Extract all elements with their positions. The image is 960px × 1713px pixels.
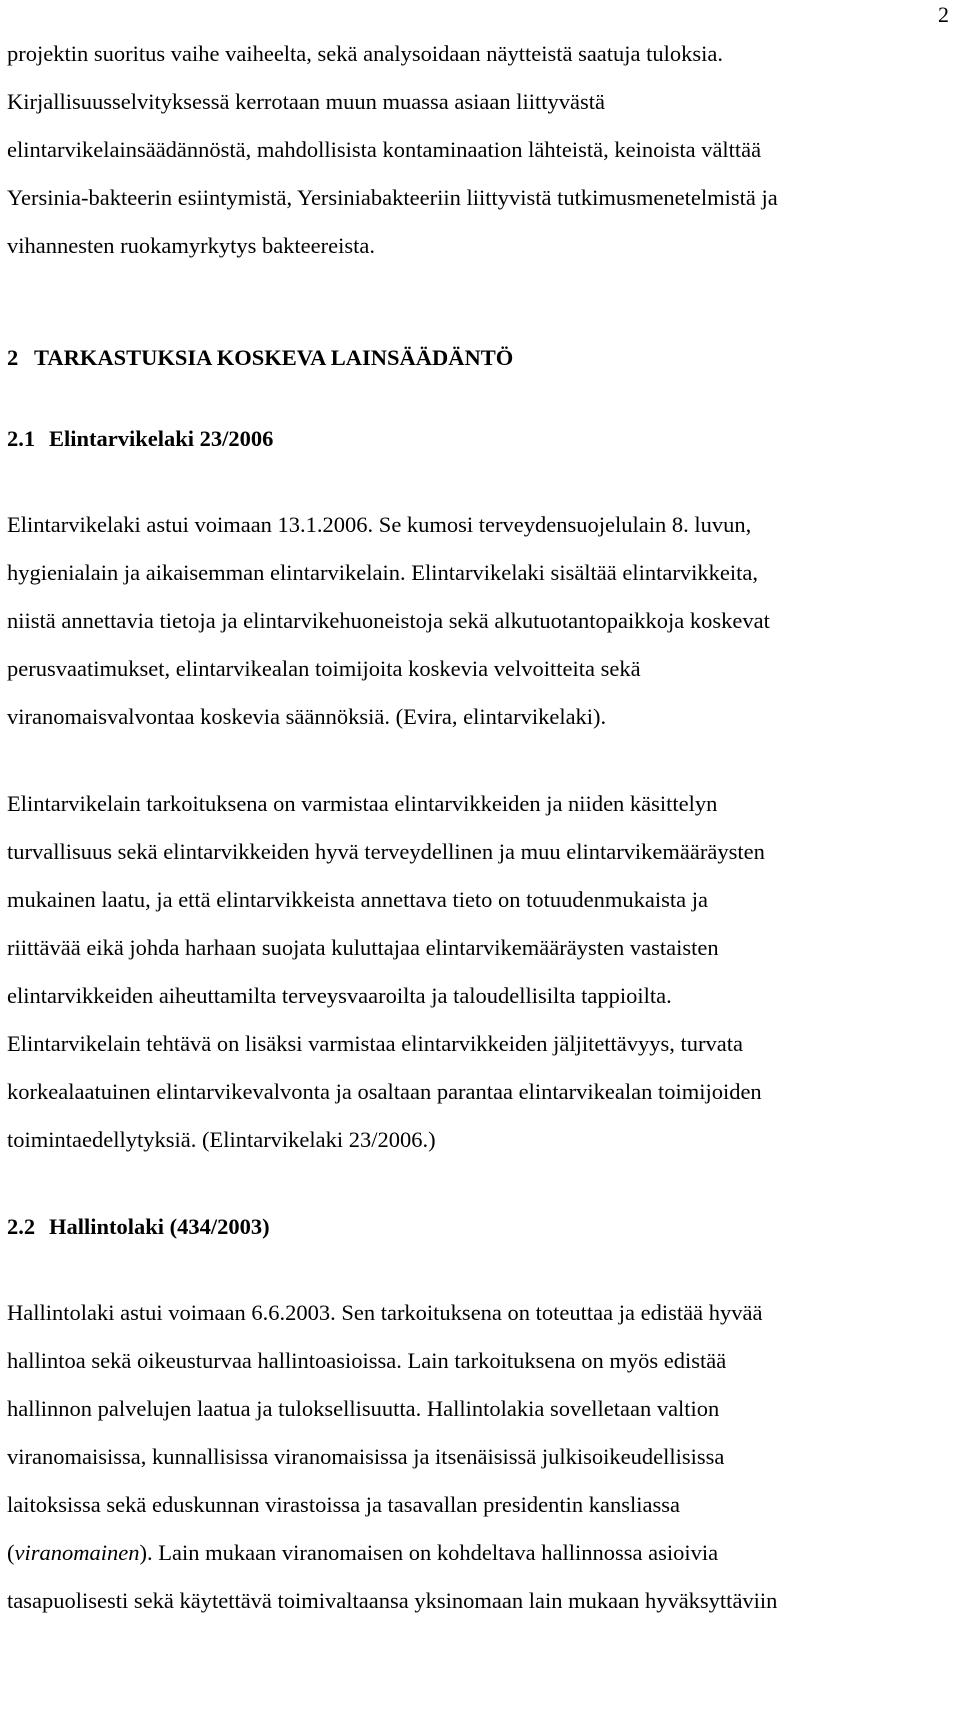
text-line: tasapuolisesti sekä käytettävä toimivaltaansa yksinomaan lain mukaan hyväksyttäviin [7, 1588, 778, 1613]
section-number: 2.2 [7, 1214, 36, 1239]
text-line: korkealaatuinen elintarvikevalvonta ja osaltaan parantaa elintarvikealan toimijoiden [7, 1079, 762, 1104]
text-line: toimintaedellytyksiä. (Elintarvikelaki 23/2006.) [7, 1127, 436, 1152]
italic-term: viranomainen [14, 1540, 140, 1565]
document-body [7, 30, 947, 1625]
text-line: viranomaisissa, kunnallisissa viranomaisissa ja itsenäisissä julkisoikeudellisissa [7, 1444, 725, 1469]
text-fragment: ). Lain mukaan viranomaisen on kohdeltava hallinnossa asioivia [139, 1540, 719, 1565]
section-title: TARKASTUKSIA KOSKEVA LAINSÄÄDÄNTÖ [34, 345, 514, 370]
text-line: Elintarvikelain tehtävä on lisäksi varmistaa elintarvikkeiden jäljitettävyys, turvata [7, 1031, 744, 1056]
text-line: hallintoa sekä oikeusturvaa hallintoasioissa. Lain tarkoituksena on myös edistää [7, 1348, 727, 1373]
paragraph-elintarvikelaki-2 [7, 780, 947, 1164]
text-line: vihannesten ruokamyrkytys bakteereista. [7, 233, 376, 258]
text-line: hallinnon palvelujen laatua ja tuloksellisuutta. Hallintolakia sovelletaan valtion [7, 1396, 720, 1421]
text-line: Kirjallisuusselvityksessä kerrotaan muun muassa asiaan liittyvästä [7, 89, 605, 114]
section-heading-2-1 [7, 415, 947, 463]
text-line: Hallintolaki astui voimaan 6.6.2003. Sen tarkoituksena on toteuttaa ja edistää hyvää [7, 1300, 763, 1325]
intro-paragraph [7, 30, 947, 270]
text-line: riittävää eikä johda harhaan suojata kuluttajaa elintarvikemääräysten vastaisten [7, 935, 719, 960]
section-heading-2 [7, 334, 947, 382]
section-title: Elintarvikelaki 23/2006 [49, 426, 274, 451]
section-title: Hallintolaki (434/2003) [49, 1214, 270, 1239]
text-line: perusvaatimukset, elintarvikealan toimijoita koskevia velvoitteita sekä [7, 656, 641, 681]
page-number: 2 [938, 2, 949, 27]
text-line: Yersinia-bakteerin esiintymistä, Yersiniabakteeriin liittyvistä tutkimusmenetelmistä ja [7, 185, 778, 210]
text-line: elintarvikkeiden aiheuttamilta terveysvaaroilta ja taloudellisilta tappioilta. [7, 983, 672, 1008]
text-line: projektin suoritus vaihe vaiheelta, sekä analysoidaan näytteistä saatuja tuloksia. [7, 41, 724, 66]
section-heading-2-2 [7, 1203, 947, 1251]
text-line [7, 1529, 947, 1577]
text-line: laitoksissa sekä eduskunnan virastoissa ja tasavallan presidentin kansliassa [7, 1492, 680, 1517]
section-number: 2.1 [7, 426, 36, 451]
text-line: niistä annettavia tietoja ja elintarvikehuoneistoja sekä alkutuotantopaikkoja koskevat [7, 608, 770, 633]
text-line: turvallisuus sekä elintarvikkeiden hyvä terveydellinen ja muu elintarvikemääräysten [7, 839, 765, 864]
text-line: Elintarvikelaki astui voimaan 13.1.2006. Se kumosi terveydensuojelulain 8. luvun, [7, 512, 752, 537]
section-number: 2 [7, 345, 19, 370]
text-line: elintarvikelainsäädännöstä, mahdollisista kontaminaation lähteistä, keinoista välttää [7, 137, 762, 162]
text-line: hygienialain ja aikaisemman elintarvikelain. Elintarvikelaki sisältää elintarvikkeita, [7, 560, 758, 585]
text-line: mukainen laatu, ja että elintarvikkeista annettava tieto on totuudenmukaista ja [7, 887, 709, 912]
paragraph-hallintolaki-1 [7, 1289, 947, 1625]
text-line: Elintarvikelain tarkoituksena on varmistaa elintarvikkeiden ja niiden käsittelyn [7, 791, 718, 816]
text-fragment: ( [7, 1540, 15, 1565]
text-line: viranomaisvalvontaa koskevia säännöksiä. (Evira, elintarvikelaki). [7, 704, 607, 729]
paragraph-elintarvikelaki-1 [7, 501, 947, 741]
